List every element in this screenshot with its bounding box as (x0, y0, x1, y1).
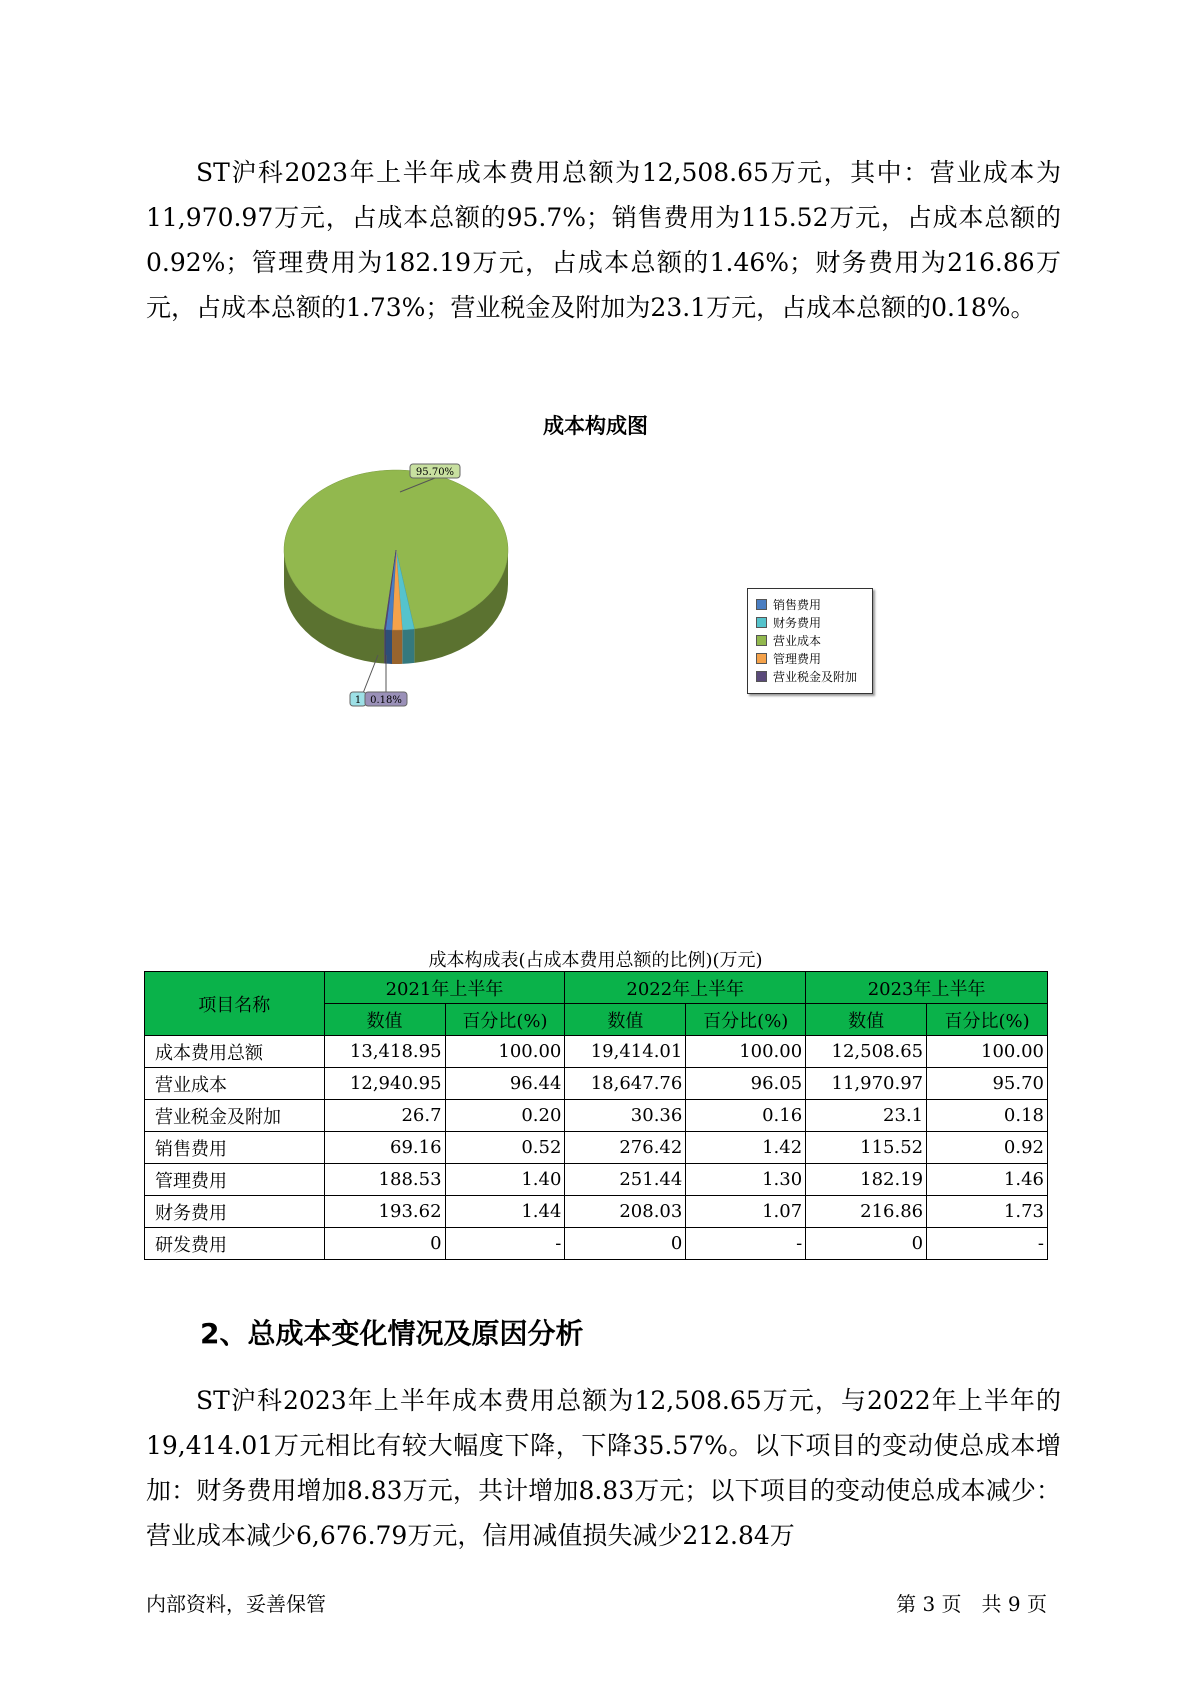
value-cell: 115.52 (806, 1132, 927, 1164)
pie-slice-side (386, 630, 392, 664)
percent-cell: 100.00 (927, 1036, 1048, 1068)
value-cell: 18,647.76 (565, 1068, 686, 1100)
footer-confidential: 内部资料，妥善保管 (146, 1592, 326, 1616)
table-row (145, 1068, 1048, 1100)
table-row (145, 1100, 1048, 1132)
row-label: 营业成本 (145, 1068, 325, 1100)
value-cell: 182.19 (806, 1164, 927, 1196)
percent-cell: 95.70 (927, 1068, 1048, 1100)
legend-label: 营业税金及附加 (773, 669, 858, 684)
percent-cell: 1.07 (686, 1196, 806, 1228)
percent-cell: 1.46 (927, 1164, 1048, 1196)
value-cell: 69.16 (324, 1132, 445, 1164)
percent-cell: 0.18 (927, 1100, 1048, 1132)
percent-cell: 0.52 (445, 1132, 565, 1164)
value-cell: 276.42 (565, 1132, 686, 1164)
data-label-text: 0.18% (370, 695, 402, 706)
value-cell: 23.1 (806, 1100, 927, 1132)
percent-cell: 1.42 (686, 1132, 806, 1164)
legend-item (756, 613, 872, 631)
legend-label: 营业成本 (773, 633, 822, 648)
value-cell: 26.7 (324, 1100, 445, 1132)
legend-swatch (756, 599, 767, 610)
legend-swatch (756, 617, 767, 628)
legend-swatch (756, 653, 767, 664)
percent-cell: 0.16 (686, 1100, 806, 1132)
value-cell: 193.62 (324, 1196, 445, 1228)
legend-swatch (756, 671, 767, 682)
table-row (145, 1132, 1048, 1164)
row-label: 营业税金及附加 (145, 1100, 325, 1132)
value-cell: 12,940.95 (324, 1068, 445, 1100)
pie-chart (280, 467, 600, 740)
table-body (145, 1036, 1048, 1260)
row-label: 成本费用总额 (145, 1036, 325, 1068)
row-label: 研发费用 (145, 1228, 325, 1260)
table-header-row (145, 972, 1048, 1004)
pie-slice-side (384, 630, 385, 664)
header-value: 数值 (324, 1004, 445, 1036)
percent-cell: - (686, 1228, 806, 1260)
percent-cell: - (445, 1228, 565, 1260)
header-period: 2022年上半年 (565, 972, 806, 1004)
legend-label: 管理费用 (773, 651, 822, 666)
cost-table (144, 971, 1048, 1260)
header-value: 数值 (806, 1004, 927, 1036)
row-label: 财务费用 (145, 1196, 325, 1228)
footer-page-number: 第 3 页 共 9 页 (896, 1592, 1047, 1616)
intro-paragraph: ST沪科2023年上半年成本费用总额为12,508.65万元，其中：营业成本为11,970.97万元，占成本总额的95.7%；销售费用为115.52万元，占成本总额的0.92%；管理费用为182.19万元，占成本总额的1.46%；财务费用为216.86万元，占成本总额的1.73%；营业税金及附加为23.1万元，占成本总额的0.18%。 (146, 158, 1061, 322)
value-cell: 12,508.65 (806, 1036, 927, 1068)
data-label-text: 95.70% (415, 467, 455, 478)
legend-item (756, 667, 872, 685)
table-row (145, 1196, 1048, 1228)
percent-cell: 1.73 (927, 1196, 1048, 1228)
pie-slice-side (392, 630, 402, 664)
header-percent: 百分比(%) (686, 1004, 806, 1036)
header-item-name: 项目名称 (145, 972, 325, 1036)
value-cell: 30.36 (565, 1100, 686, 1132)
value-cell: 251.44 (565, 1164, 686, 1196)
row-label: 销售费用 (145, 1132, 325, 1164)
table-caption: 成本构成表(占成本费用总额的比例)(万元) (428, 950, 763, 971)
legend-label: 销售费用 (773, 597, 822, 612)
percent-cell: 0.20 (445, 1100, 565, 1132)
row-label: 管理费用 (145, 1164, 325, 1196)
chart-title: 成本构成图 (543, 414, 648, 438)
table-row (145, 1228, 1048, 1260)
pie-slice-side (402, 629, 414, 664)
value-cell: 11,970.97 (806, 1068, 927, 1100)
legend-label: 财务费用 (773, 615, 822, 630)
percent-cell: 1.30 (686, 1164, 806, 1196)
percent-cell: 1.40 (445, 1164, 565, 1196)
value-cell: 208.03 (565, 1196, 686, 1228)
value-cell: 0 (806, 1228, 927, 1260)
percent-cell: 0.92 (927, 1132, 1048, 1164)
analysis-paragraph: ST沪科2023年上半年成本费用总额为12,508.65万元，与2022年上半年的19,414.01万元相比有较大幅度下降，下降35.57%。以下项目的变动使总成本增加：财务费用增加8.83万元，共计增加8.83万元；以下项目的变动使总成本减少：营业成本减少6,676.79万元，信用减值损失减少212.84万 (146, 1386, 1061, 1550)
pie-top (284, 470, 508, 630)
value-cell: 13,418.95 (324, 1036, 445, 1068)
legend-item (756, 631, 872, 649)
percent-cell: 1.44 (445, 1196, 565, 1228)
value-cell: 0 (324, 1228, 445, 1260)
legend-swatch (756, 635, 767, 646)
header-period: 2021年上半年 (324, 972, 565, 1004)
chart-legend (747, 588, 873, 694)
percent-cell: - (927, 1228, 1048, 1260)
value-cell: 216.86 (806, 1196, 927, 1228)
legend-item (756, 649, 872, 667)
value-cell: 188.53 (324, 1164, 445, 1196)
percent-cell: 96.44 (445, 1068, 565, 1100)
header-value: 数值 (565, 1004, 686, 1036)
header-period: 2023年上半年 (806, 972, 1048, 1004)
legend-item (756, 595, 872, 613)
header-percent: 百分比(%) (927, 1004, 1048, 1036)
table-row (145, 1036, 1048, 1068)
section-title: 2、总成本变化情况及原因分析 (200, 1317, 584, 1350)
value-cell: 0 (565, 1228, 686, 1260)
percent-cell: 100.00 (686, 1036, 806, 1068)
table-row (145, 1164, 1048, 1196)
percent-cell: 96.05 (686, 1068, 806, 1100)
value-cell: 19,414.01 (565, 1036, 686, 1068)
header-percent: 百分比(%) (445, 1004, 565, 1036)
percent-cell: 100.00 (445, 1036, 565, 1068)
data-label-text: 1 (354, 695, 362, 706)
